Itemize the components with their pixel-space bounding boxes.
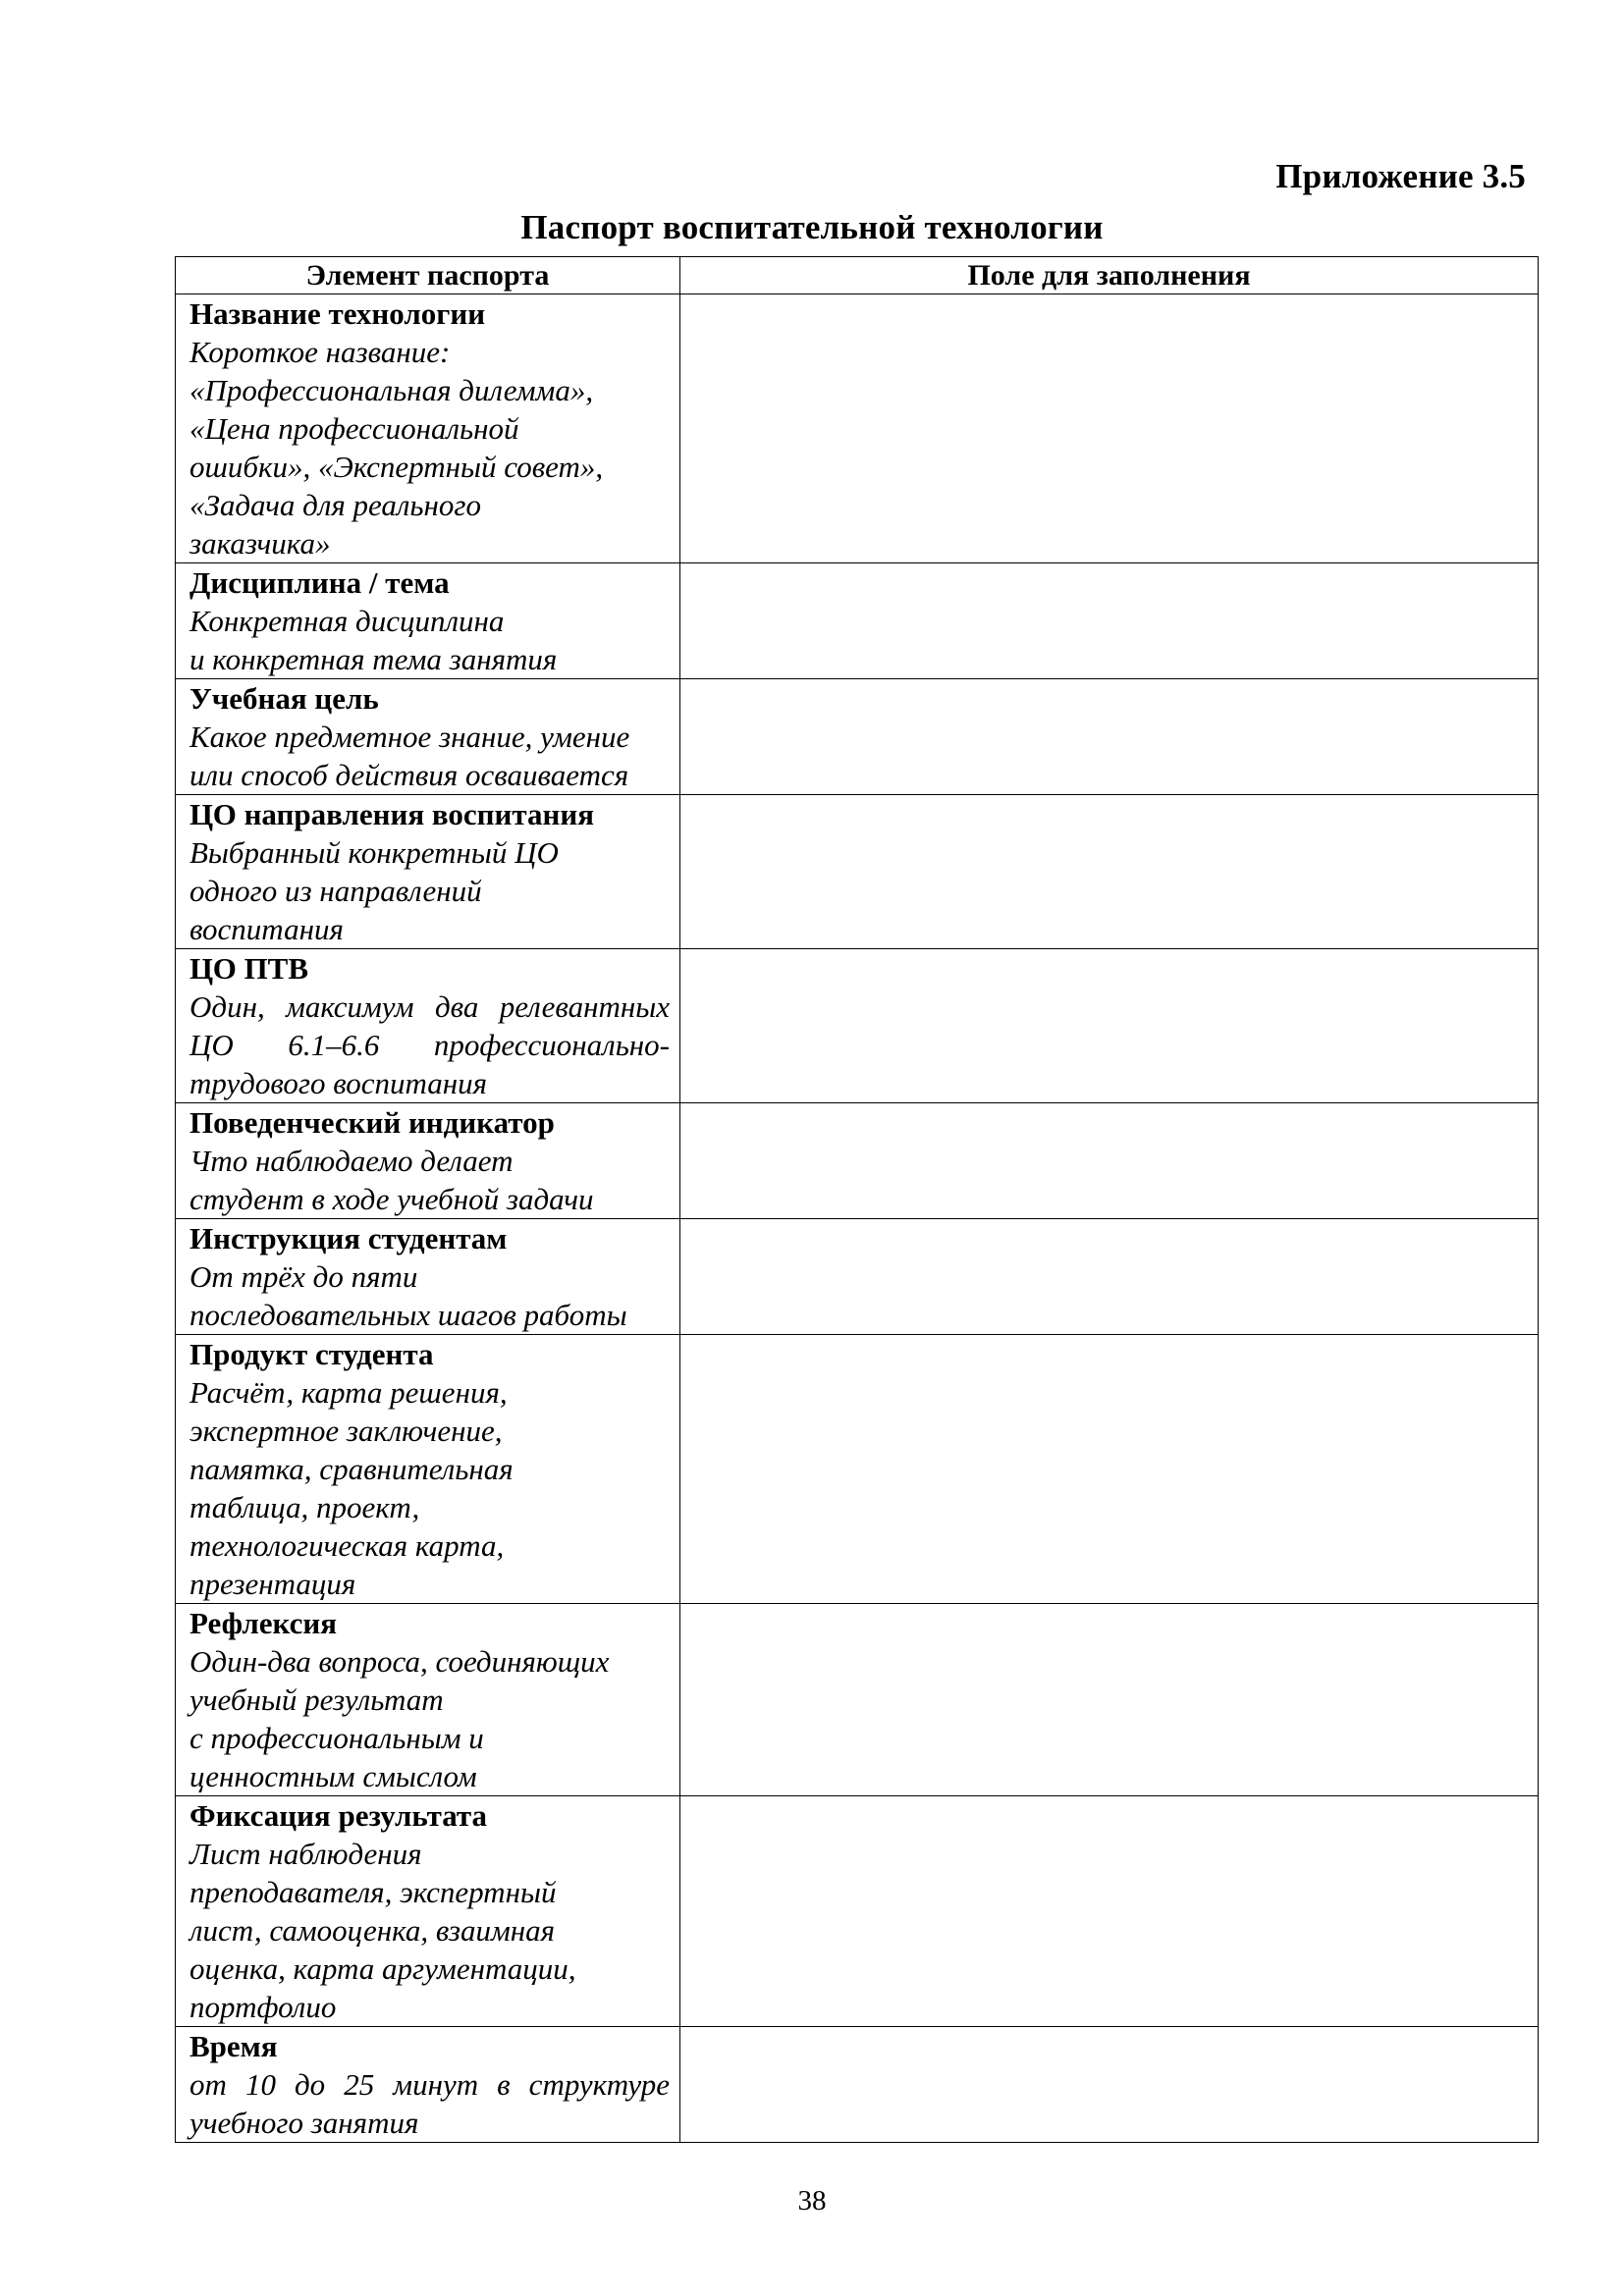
table-row	[176, 1604, 1539, 1796]
table-row	[176, 2027, 1539, 2143]
table-row	[176, 1796, 1539, 2027]
table-row	[176, 1103, 1539, 1219]
page-number: 38	[797, 2185, 827, 2216]
element-cell	[176, 294, 680, 563]
element-description: Что наблюдаемо делает студент в ходе учебной задачи	[189, 1144, 594, 1216]
element-cell	[176, 2027, 680, 2143]
fill-field[interactable]	[680, 949, 1539, 1103]
column-header-field: Поле для заполнения	[680, 257, 1539, 294]
element-name: ЦО ПТВ	[189, 951, 309, 986]
document-title: Паспорт воспитательной технологии	[520, 208, 1104, 246]
element-cell	[176, 1335, 680, 1604]
element-name: Поведенческий индикатор	[189, 1105, 555, 1140]
column-header-element: Элемент паспорта	[176, 257, 680, 294]
element-description: Конкретная дисциплина и конкретная тема занятия	[189, 604, 558, 676]
element-description: Короткое название: «Профессиональная дилемма», «Цена профессиональной ошибки», «Экспертный совет», «Задача для реального заказчика»	[189, 335, 604, 561]
element-cell	[176, 679, 680, 795]
element-description: Один, максимум два релевантных ЦО 6.1–6.6 профессионально-трудового воспитания	[189, 989, 670, 1100]
element-cell	[176, 1796, 680, 2027]
fill-field[interactable]	[680, 1103, 1539, 1219]
fill-field[interactable]	[680, 1335, 1539, 1604]
element-cell	[176, 563, 680, 679]
element-description: Один-два вопроса, соединяющих учебный результат с профессиональным и ценностным смыслом	[189, 1644, 610, 1793]
fill-field[interactable]	[680, 1219, 1539, 1335]
element-cell	[176, 1219, 680, 1335]
table-header-row	[176, 257, 1539, 294]
appendix-label: Приложение 3.5	[1275, 157, 1526, 195]
fill-field[interactable]	[680, 679, 1539, 795]
element-description: Лист наблюдения преподавателя, экспертный лист, самооценка, взаимная оценка, карта аргументации, портфолио	[189, 1837, 576, 2024]
element-description: Расчёт, карта решения, экспертное заключение, памятка, сравнительная таблица, проект, технологическая карта, презентация	[189, 1375, 514, 1601]
element-name: ЦО направления воспитания	[189, 797, 594, 831]
fill-field[interactable]	[680, 1604, 1539, 1796]
element-description: Выбранный конкретный ЦО одного из направлений воспитания	[189, 835, 559, 946]
table-row	[176, 294, 1539, 563]
element-name: Продукт студента	[189, 1337, 434, 1371]
table-row	[176, 1219, 1539, 1335]
table-row	[176, 1335, 1539, 1604]
fill-field[interactable]	[680, 294, 1539, 563]
element-name: Учебная цель	[189, 681, 379, 716]
element-cell	[176, 1103, 680, 1219]
table-row	[176, 679, 1539, 795]
element-description: Какое предметное знание, умение или способ действия осваивается	[189, 720, 630, 792]
element-description: От трёх до пяти последовательных шагов работы	[189, 1259, 627, 1332]
table-row	[176, 949, 1539, 1103]
element-cell	[176, 795, 680, 949]
fill-field[interactable]	[680, 2027, 1539, 2143]
element-name: Инструкция студентам	[189, 1221, 508, 1255]
table-row	[176, 563, 1539, 679]
element-name: Фиксация результата	[189, 1798, 488, 1833]
element-cell	[176, 1604, 680, 1796]
fill-field[interactable]	[680, 1796, 1539, 2027]
element-description: от 10 до 25 минут в структуре учебного занятия	[189, 2067, 670, 2140]
element-name: Дисциплина / тема	[189, 565, 450, 600]
element-cell	[176, 949, 680, 1103]
table-row	[176, 795, 1539, 949]
passport-table	[175, 256, 1539, 2143]
fill-field[interactable]	[680, 563, 1539, 679]
element-name: Рефлексия	[189, 1606, 337, 1640]
fill-field[interactable]	[680, 795, 1539, 949]
element-name: Время	[189, 2029, 278, 2063]
element-name: Название технологии	[189, 296, 486, 331]
